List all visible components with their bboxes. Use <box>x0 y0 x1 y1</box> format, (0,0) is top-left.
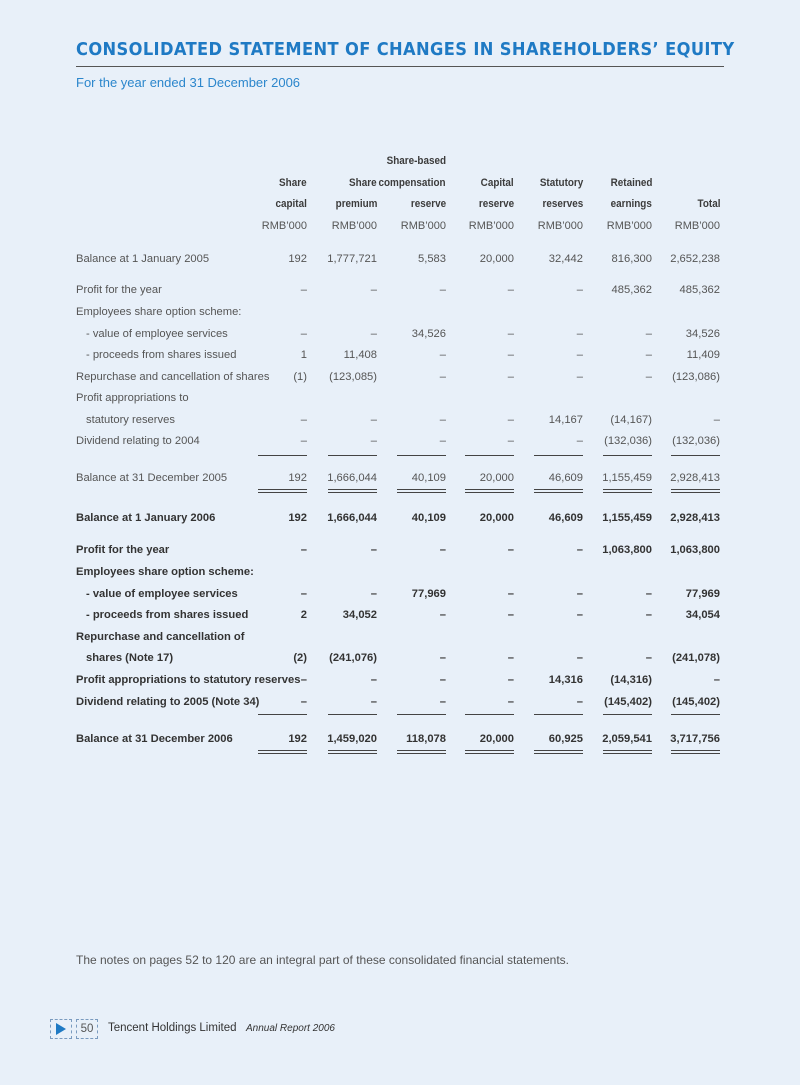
cell-value: – <box>576 652 583 664</box>
cell-value: – <box>576 349 583 361</box>
cell-value: 1,063,800 <box>602 544 652 556</box>
row-label: - proceeds from shares issued <box>86 609 249 621</box>
cell-value: (145,402) <box>672 696 720 708</box>
cell-value: – <box>713 414 720 426</box>
column-6-unit: RMB’000 <box>674 220 720 232</box>
subtotal-rule <box>465 455 514 456</box>
cell-value: – <box>507 414 514 426</box>
table-row <box>76 609 726 625</box>
row-label: Profit for the year <box>76 284 162 296</box>
row-label: - value of employee services <box>86 328 228 340</box>
subtotal-rule <box>534 714 583 715</box>
cell-value: – <box>370 284 377 296</box>
table-row <box>76 435 726 451</box>
cell-value: – <box>507 435 514 447</box>
total-double-rule <box>258 750 307 754</box>
cell-value: – <box>439 544 446 556</box>
cell-value: – <box>439 371 446 383</box>
cell-value: 2,652,238 <box>670 253 720 265</box>
table-row <box>76 349 726 365</box>
row-label: - value of employee services <box>86 588 238 600</box>
page-title: CONSOLIDATED STATEMENT OF CHANGES IN SHAREHOLDERS’ EQUITY <box>76 40 735 60</box>
cell-value: 34,052 <box>342 609 377 621</box>
total-double-rule <box>465 750 514 754</box>
column-4-line-2: reserves <box>542 198 583 210</box>
cell-value: 3,717,756 <box>670 733 720 745</box>
cell-value: 1,666,044 <box>327 512 377 524</box>
cell-value: – <box>439 674 446 686</box>
cell-value: – <box>645 328 652 340</box>
cell-value: 46,609 <box>548 512 583 524</box>
column-3-unit: RMB’000 <box>468 220 514 232</box>
cell-value: – <box>576 284 583 296</box>
cell-value: 485,362 <box>611 284 652 296</box>
subtotal-rule <box>603 714 652 715</box>
cell-value: 1,459,020 <box>327 733 377 745</box>
cell-value: 14,167 <box>548 414 583 426</box>
subtotal-rule <box>603 455 652 456</box>
column-1-line-2: premium <box>335 198 377 210</box>
cell-value: (2) <box>293 652 307 664</box>
row-label: Balance at 1 January 2005 <box>76 253 210 265</box>
total-double-rule <box>671 489 720 493</box>
cell-value: (123,086) <box>672 371 720 383</box>
cell-value: – <box>370 414 377 426</box>
table-row <box>76 328 726 344</box>
column-3-line-2: reserve <box>478 198 514 210</box>
row-label: Profit for the year <box>76 544 170 556</box>
row-label: Employees share option scheme: <box>76 566 254 578</box>
cell-value: 34,526 <box>411 328 446 340</box>
cell-value: – <box>713 674 720 686</box>
cell-value: – <box>300 328 307 340</box>
column-4-line-1: Statutory <box>539 177 583 189</box>
cell-value: (14,167) <box>610 414 652 426</box>
cell-value: – <box>300 435 307 447</box>
cell-value: 11,408 <box>343 349 377 361</box>
cell-value: 485,362 <box>679 284 720 296</box>
cell-value: 20,000 <box>479 733 514 745</box>
cell-value: – <box>507 328 514 340</box>
column-0-line-1: Share <box>279 177 307 189</box>
cell-value: – <box>439 435 446 447</box>
column-5-unit: RMB’000 <box>606 220 652 232</box>
subtotal-rule <box>328 455 377 456</box>
page-subtitle: For the year ended 31 December 2006 <box>76 75 301 90</box>
cell-value: 77,969 <box>411 588 446 600</box>
cell-value: – <box>507 371 514 383</box>
table-row <box>76 631 726 647</box>
subtotal-rule <box>397 714 446 715</box>
page-number: 50 <box>76 1019 98 1039</box>
cell-value: – <box>439 284 446 296</box>
cell-value: – <box>439 414 446 426</box>
subtotal-rule <box>258 455 307 456</box>
table-row <box>76 472 726 488</box>
total-double-rule <box>258 489 307 493</box>
cell-value: 20,000 <box>479 253 514 265</box>
cell-value: 20,000 <box>479 472 514 484</box>
cell-value: (241,076) <box>329 652 377 664</box>
play-arrow-icon <box>56 1023 66 1035</box>
cell-value: 192 <box>288 472 307 484</box>
cell-value: 2,059,541 <box>602 733 652 745</box>
cell-value: – <box>439 609 446 621</box>
column-3-line-1: Capital <box>480 177 514 189</box>
total-double-rule <box>465 489 514 493</box>
cell-value: 32,442 <box>548 253 583 265</box>
column-0-unit: RMB’000 <box>261 220 307 232</box>
cell-value: – <box>645 588 652 600</box>
subtotal-rule <box>465 714 514 715</box>
table-row <box>76 414 726 430</box>
cell-value: – <box>576 328 583 340</box>
cell-value: – <box>439 696 446 708</box>
total-double-rule <box>328 489 377 493</box>
column-5-line-1: Retained <box>610 177 652 189</box>
table-row <box>76 566 726 582</box>
column-1-line-1: Share <box>349 177 377 189</box>
title-rule <box>76 66 724 67</box>
cell-value: 192 <box>288 253 307 265</box>
footnote: The notes on pages 52 to 120 are an integral part of these consolidated financial statements. <box>76 953 569 967</box>
cell-value: 14,316 <box>548 674 583 686</box>
subtotal-rule <box>671 714 720 715</box>
cell-value: 192 <box>288 733 307 745</box>
cell-value: – <box>300 588 307 600</box>
table-row <box>76 588 726 604</box>
subtotal-rule <box>671 455 720 456</box>
cell-value: 1,666,044 <box>327 472 377 484</box>
cell-value: 192 <box>288 512 307 524</box>
table-row <box>76 544 726 560</box>
column-6-line-2: Total <box>697 198 720 210</box>
cell-value: – <box>300 544 307 556</box>
cell-value: – <box>507 588 514 600</box>
cell-value: 1,155,459 <box>602 512 652 524</box>
cell-value: – <box>576 371 583 383</box>
row-label: Balance at 1 January 2006 <box>76 512 216 524</box>
cell-value: 40,109 <box>411 472 446 484</box>
cell-value: – <box>507 544 514 556</box>
cell-value: (132,036) <box>604 435 652 447</box>
table-row <box>76 284 726 300</box>
cell-value: 816,300 <box>611 253 652 265</box>
subtotal-rule <box>328 714 377 715</box>
cell-value: – <box>370 696 377 708</box>
cell-value: 2,928,413 <box>670 472 720 484</box>
cell-value: 118,078 <box>406 733 446 745</box>
cell-value: 40,109 <box>411 512 446 524</box>
cell-value: – <box>576 588 583 600</box>
cell-value: – <box>300 414 307 426</box>
total-double-rule <box>603 750 652 754</box>
row-label: Repurchase and cancellation of shares <box>76 371 270 383</box>
total-double-rule <box>534 489 583 493</box>
column-1-unit: RMB’000 <box>331 220 377 232</box>
cell-value: – <box>300 696 307 708</box>
cell-value: – <box>576 609 583 621</box>
column-2-line-0: Share-based <box>386 155 446 167</box>
table-row <box>76 371 726 387</box>
cell-value: – <box>370 588 377 600</box>
table-row <box>76 733 726 749</box>
cell-value: – <box>507 652 514 664</box>
cell-value: – <box>645 371 652 383</box>
cell-value: 5,583 <box>418 253 446 265</box>
cell-value: 34,054 <box>685 609 720 621</box>
row-label: Dividend relating to 2005 (Note 34) <box>76 696 260 708</box>
cell-value: – <box>576 696 583 708</box>
cell-value: – <box>576 544 583 556</box>
cell-value: 60,925 <box>548 733 583 745</box>
cell-value: – <box>507 349 514 361</box>
row-label: statutory reserves <box>86 414 175 426</box>
cell-value: 46,609 <box>548 472 583 484</box>
cell-value: 1,777,721 <box>327 253 377 265</box>
cell-value: (14,316) <box>610 674 652 686</box>
table-row <box>76 652 726 668</box>
row-label: Balance at 31 December 2005 <box>76 472 228 484</box>
cell-value: – <box>370 674 377 686</box>
cell-value: 77,969 <box>685 588 720 600</box>
cell-value: – <box>645 652 652 664</box>
row-label: Employees share option scheme: <box>76 306 242 318</box>
cell-value: – <box>370 435 377 447</box>
subtotal-rule <box>534 455 583 456</box>
report-name: Annual Report 2006 <box>246 1023 335 1034</box>
total-double-rule <box>397 489 446 493</box>
cell-value: (241,078) <box>672 652 720 664</box>
cell-value: 1,063,800 <box>670 544 720 556</box>
subtotal-rule <box>397 455 446 456</box>
row-label: Dividend relating to 2004 <box>76 435 200 447</box>
cell-value: – <box>576 435 583 447</box>
cell-value: 34,526 <box>685 328 720 340</box>
cell-value: – <box>507 284 514 296</box>
column-5-line-2: earnings <box>610 198 652 210</box>
table-row <box>76 253 726 269</box>
column-4-unit: RMB’000 <box>537 220 583 232</box>
cell-value: (1) <box>293 371 307 383</box>
cell-value: 2 <box>300 609 307 621</box>
row-label: Repurchase and cancellation of <box>76 631 245 643</box>
subtotal-rule <box>258 714 307 715</box>
table-row <box>76 696 726 712</box>
cell-value: – <box>439 652 446 664</box>
cell-value: – <box>300 674 307 686</box>
cell-value: 20,000 <box>479 512 514 524</box>
total-double-rule <box>397 750 446 754</box>
total-double-rule <box>671 750 720 754</box>
table-row <box>76 392 726 408</box>
row-label: Profit appropriations to statutory reserves <box>76 674 301 686</box>
total-double-rule <box>603 489 652 493</box>
total-double-rule <box>534 750 583 754</box>
cell-value: 2,928,413 <box>670 512 720 524</box>
cell-value: 1 <box>300 349 307 361</box>
table-row <box>76 674 726 690</box>
row-label: Balance at 31 December 2006 <box>76 733 233 745</box>
table-row <box>76 306 726 322</box>
cell-value: – <box>300 284 307 296</box>
cell-value: (123,085) <box>329 371 377 383</box>
row-label: Profit appropriations to <box>76 392 189 404</box>
row-label: - proceeds from shares issued <box>86 349 237 361</box>
table-row <box>76 512 726 528</box>
column-2-line-1: compensation <box>378 177 446 189</box>
company-name: Tencent Holdings Limited <box>108 1022 237 1034</box>
column-2-line-2: reserve <box>410 198 446 210</box>
cell-value: – <box>370 544 377 556</box>
cell-value: – <box>507 609 514 621</box>
row-label: shares (Note 17) <box>86 652 174 664</box>
cell-value: 1,155,459 <box>602 472 652 484</box>
cell-value: – <box>439 349 446 361</box>
cell-value: (145,402) <box>604 696 652 708</box>
cell-value: – <box>507 674 514 686</box>
column-2-unit: RMB’000 <box>400 220 446 232</box>
cell-value: – <box>370 328 377 340</box>
cell-value: (132,036) <box>672 435 720 447</box>
arrow-box <box>50 1019 72 1039</box>
column-0-line-2: capital <box>275 198 307 210</box>
cell-value: 11,409 <box>686 349 720 361</box>
cell-value: – <box>507 696 514 708</box>
cell-value: – <box>645 349 652 361</box>
total-double-rule <box>328 750 377 754</box>
cell-value: – <box>645 609 652 621</box>
